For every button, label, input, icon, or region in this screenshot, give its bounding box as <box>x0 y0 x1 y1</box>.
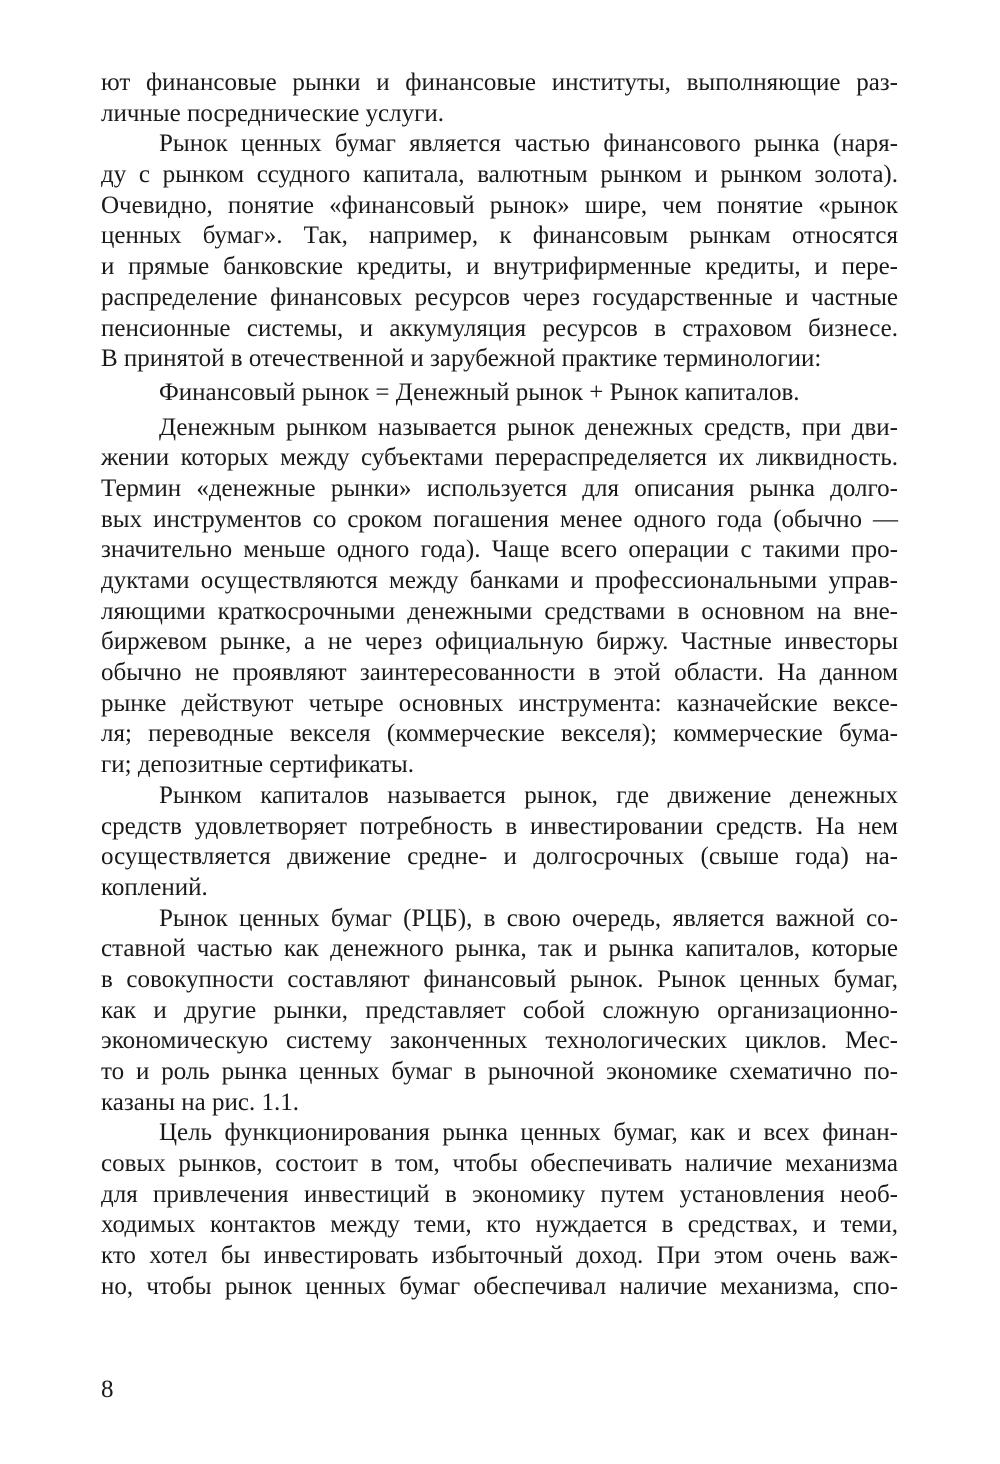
page-body <box>101 68 898 1303</box>
text-line: жении которых между субъектами перераспределяется их ликвидность. <box>101 444 898 472</box>
text-line: Термин «денежные рынки» используется для описания рынка долго- <box>101 474 898 502</box>
text-line: ляющими краткосрочными денежными средствами в основном на вне- <box>101 597 898 625</box>
text-line: ля; переводные векселя (коммерческие векселя); коммерческие бума- <box>101 720 898 748</box>
text-line: экономическую систему законченных технологических циклов. Мес- <box>101 1027 898 1055</box>
text-line: ценных бумаг». Так, например, к финансовым рынкам относятся <box>101 222 898 250</box>
text-line: Очевидно, понятие «финансовый рынок» шире, чем понятие «рынок <box>101 191 898 219</box>
text-line: ги; депозитные сертификаты. <box>101 751 414 779</box>
text-line: Финансовый рынок = Денежный рынок + Рынок капиталов. <box>159 378 800 406</box>
formula-line <box>101 378 898 409</box>
text-line: В принятой в отечественной и зарубежной практике терминологии: <box>101 345 822 373</box>
text-line: осуществляется движение средне- и долгосрочных (свыше года) на- <box>101 843 898 871</box>
paragraph <box>101 413 898 781</box>
text-line: Рынком капиталов называется рынок, где движение денежных <box>159 781 898 809</box>
page-number: 8 <box>101 1376 114 1403</box>
text-line: значительно меньше одного года). Чаще всего операции с такими про- <box>101 536 898 564</box>
paragraph <box>101 1118 898 1302</box>
text-line: то и роль рынка ценных бумаг в рыночной экономике схематично по- <box>101 1058 898 1085</box>
text-line: средств удовлетворяет потребность в инвестировании средств. На нем <box>101 812 898 840</box>
text-line: кто хотел бы инвестировать избыточный доход. При этом очень важ- <box>101 1242 898 1270</box>
text-line: распределение финансовых ресурсов через государственные и частные <box>101 283 898 311</box>
text-line: ду с рынком ссудного капитала, валютным рынком и рынком золота). <box>101 161 898 189</box>
text-line: Рынок ценных бумаг является частью финансового рынка (наря- <box>159 130 898 158</box>
text-line: для привлечения инвестиций в экономику путем установления необ- <box>101 1180 898 1208</box>
text-line: ют финансовые рынки и финансовые институты, выполняющие раз- <box>101 69 898 96</box>
text-line: Цель функционирования рынка ценных бумаг, как и всех финан- <box>159 1119 898 1147</box>
text-line: пенсионные системы, и аккумуляция ресурсов в страховом бизнесе. <box>101 314 898 342</box>
paragraph <box>101 904 898 1119</box>
text-line: но, чтобы рынок ценных бумаг обеспечивал наличие механизма, спо- <box>101 1272 898 1300</box>
text-line: обычно не проявляют заинтересованности в этой области. На данном <box>101 659 898 687</box>
text-line: ставной частью как денежного рынка, так и рынка капиталов, которые <box>101 935 898 963</box>
text-line: и прямые банковские кредиты, и внутрифирменные кредиты, и пере- <box>101 253 898 281</box>
paragraph <box>101 129 898 375</box>
text-line: ходимых контактов между теми, кто нуждается в средствах, и теми, <box>101 1211 898 1239</box>
text-line: коплений. <box>101 873 208 901</box>
text-line: дуктами осуществляются между банками и профессиональными управ- <box>101 567 898 594</box>
text-line: Рынок ценных бумаг (РЦБ), в свою очередь, является важной со- <box>159 904 898 932</box>
paragraph <box>101 68 898 129</box>
text-line: в совокупности составляют финансовый рынок. Рынок ценных бумаг, <box>101 965 898 993</box>
text-line: биржевом рынке, а не через официальную биржу. Частные инвесторы <box>101 628 898 656</box>
text-line: рынке действуют четыре основных инструмента: казначейские вексе- <box>101 689 898 717</box>
text-line: личные посреднические услуги. <box>101 99 445 127</box>
text-line: Денежным рынком называется рынок денежных средств, при дви- <box>159 413 898 441</box>
paragraph <box>101 781 898 904</box>
text-line: совых рынков, состоит в том, чтобы обеспечивать наличие механизма <box>101 1150 898 1178</box>
text-line: казаны на рис. 1.1. <box>101 1088 299 1116</box>
text-line: вых инструментов со сроком погашения менее одного года (обычно — <box>101 505 898 533</box>
text-line: как и другие рынки, представляет собой сложную организационно- <box>101 996 898 1024</box>
